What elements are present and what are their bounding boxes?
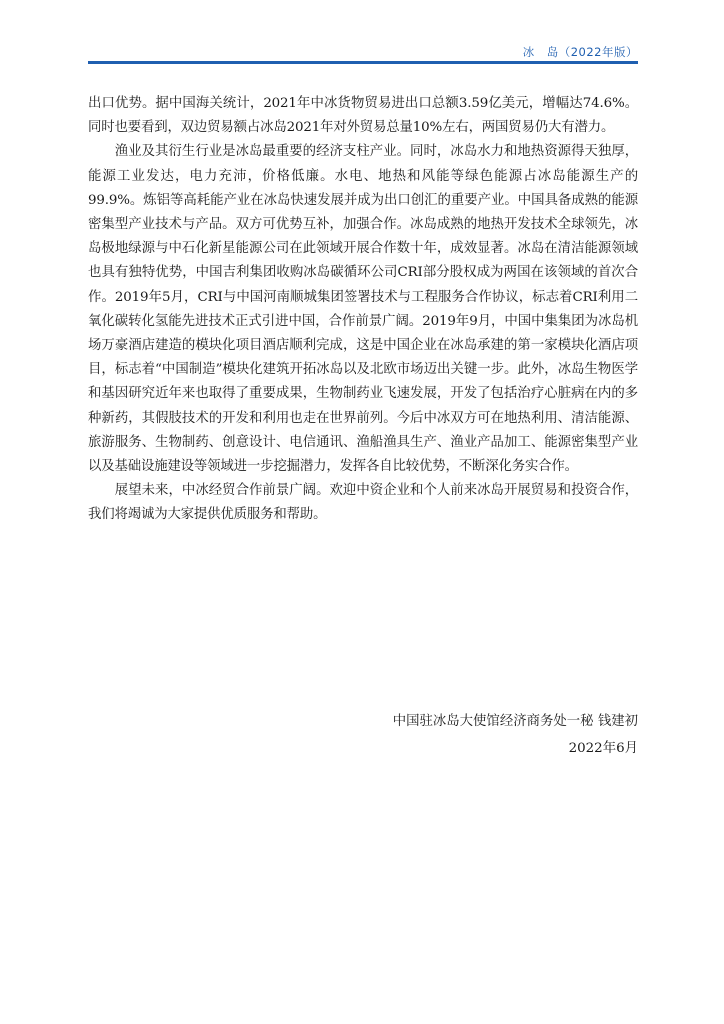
running-header-title: 冰 岛（2022年版）: [522, 45, 638, 59]
header-divider: [88, 61, 638, 64]
paragraph-energy-cooperation: 渔业及其衍生行业是冰岛最重要的经济支柱产业。同时，冰岛水力和地热资源得天独厚，能源工业发达，电力充沛，价格低廉。水电、地热和风能等绿色能源占冰岛能源生产的99.9%。炼铝等高耗能产业在冰岛快速发展并成为出口创汇的重要产业。中国具备成熟的能源密集型产业技术与产品。双方可优势互补，加强合作。冰岛成熟的地热开发技术全球领先，冰岛极地绿源与中石化新星能源公司在此领域开展合作数十年，成效显著。冰岛在清洁能源领域也具有独特优势，中国吉利集团收购冰岛碳循环公司CRI部分股权成为两国在该领域的首次合作。2019年5月，CRI与中国河南顺城集团签署技术与工程服务合作协议，标志着CRI利用二氧化碳转化氢能先进技术正式引进中国，合作前景广阔。2019年9月，中国中集集团为冰岛机场万豪酒店建造的模块化项目酒店顺利完成，这是中国企业在冰岛承建的第一家模块化酒店项目，标志着“中国制造”模块化建筑开拓冰岛以及北欧市场迈出关键一步。此外，冰岛生物医学和基因研究近年来也取得了重要成果，生物制药业飞速发展，开发了包括治疗心脏病在内的多种新药，其假肢技术的开发和利用也走在世界前列。今后中冰双方可在地热利用、清洁能源、旅游服务、生物制药、创意设计、电信通讯、渔船渔具生产、渔业产品加工、能源密集型产业以及基础设施建设等领域进一步挖掘潜力，发挥各自比较优势，不断深化务实合作。: [88, 144, 638, 475]
signature-author: 中国驻冰岛大使馆经济商务处一秘 钱建初: [392, 714, 638, 729]
signature-date: 2022年6月: [568, 741, 638, 756]
paragraph-outlook: 展望未来，中冰经贸合作前景广阔。欢迎中资企业和个人前来冰岛开展贸易和投资合作，我们将竭诚为大家提供优质服务和帮助。: [88, 483, 638, 523]
paragraph-continued: 出口优势。据中国海关统计，2021年中冰货物贸易进出口总额3.59亿美元，增幅达74.6%。同时也要看到，双边贸易额占冰岛2021年对外贸易总量10%左右，两国贸易仍大有潜力。: [88, 96, 638, 136]
signature-block: [393, 708, 638, 762]
page-header: [88, 40, 638, 64]
body-text: [88, 92, 638, 528]
